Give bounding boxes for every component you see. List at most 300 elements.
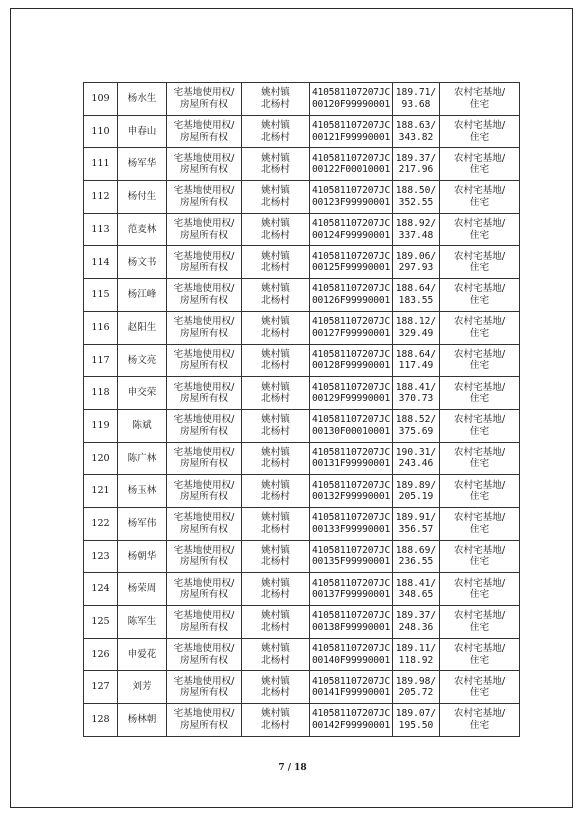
area-cell-line-1: 189.37/ [395,152,437,164]
parcel-code-cell-line-2: 00124F99990001 [311,229,391,241]
land-use-cell [440,442,520,475]
right-type-cell-line-1: 宅基地使用权/ [173,185,235,197]
location-cell-line-2: 北杨村 [261,589,290,601]
owner-name-cell: 杨林朝 [118,704,167,737]
location-cell [242,606,310,639]
land-use-cell-line-2: 住宅 [469,621,490,633]
area-cell-line-1: 188.69/ [395,544,437,556]
location-cell-line-2: 北杨村 [261,131,290,143]
area-cell-line-1: 188.92/ [395,218,437,230]
owner-name-cell: 杨水生 [118,83,167,116]
right-type-cell-line-1: 宅基地使用权/ [173,675,235,687]
owner-name-cell: 赵阳生 [118,311,167,344]
right-type-cell [167,279,242,312]
land-use-cell-line-1: 农村宅基地/ [453,675,506,687]
location-cell-line-1: 姚村镇 [261,643,290,655]
owner-name-cell: 杨文亮 [118,344,167,377]
parcel-code-cell [310,704,393,737]
right-type-cell [167,442,242,475]
land-use-cell-line-1: 农村宅基地/ [453,414,506,426]
right-type-cell-line-1: 宅基地使用权/ [173,544,235,556]
parcel-code-cell [310,148,393,181]
right-type-cell [167,475,242,508]
area-cell-line-2: 329.49 [398,327,434,339]
area-cell-line-2: 118.92 [398,654,434,666]
location-cell [242,377,310,410]
parcel-code-cell-line-1: 410581107207JC [311,414,391,426]
right-type-cell-line-1: 宅基地使用权/ [173,120,235,132]
land-use-cell-line-2: 住宅 [469,719,490,731]
area-cell-line-2: 248.36 [398,621,434,633]
parcel-code-cell-line-2: 00120F99990001 [311,98,391,110]
table-row [84,475,520,508]
land-use-cell [440,213,520,246]
location-cell [242,409,310,442]
right-type-cell-line-2: 房屋所有权 [180,523,228,535]
parcel-code-cell-line-2: 00125F99990001 [311,262,391,274]
area-cell [393,148,440,181]
land-use-cell-line-2: 住宅 [469,654,490,666]
table-row [84,671,520,704]
land-use-cell [440,311,520,344]
right-type-cell [167,181,242,214]
land-use-cell [440,377,520,410]
right-type-cell-line-2: 房屋所有权 [180,491,228,503]
location-cell-line-1: 姚村镇 [261,544,290,556]
right-type-cell [167,377,242,410]
owner-name-cell: 申春山 [118,115,167,148]
land-use-cell-line-1: 农村宅基地/ [453,610,506,622]
table-row [84,409,520,442]
parcel-code-cell-line-2: 00127F99990001 [311,327,391,339]
parcel-code-cell-line-1: 410581107207JC [311,708,391,720]
area-cell-line-2: 343.82 [398,131,434,143]
owner-name-cell: 杨江峰 [118,279,167,312]
area-cell [393,573,440,606]
land-use-cell [440,540,520,573]
parcel-code-cell-line-1: 410581107207JC [311,381,391,393]
right-type-cell [167,573,242,606]
area-cell-line-1: 188.41/ [395,577,437,589]
location-cell [242,573,310,606]
right-type-cell-line-2: 房屋所有权 [180,719,228,731]
parcel-code-cell-line-2: 00123F99990001 [311,196,391,208]
right-type-cell-line-2: 房屋所有权 [180,654,228,666]
parcel-code-cell-line-2: 00135F99990001 [311,556,391,568]
parcel-code-cell-line-1: 410581107207JC [311,316,391,328]
records-table [83,82,520,737]
parcel-code-cell-line-1: 410581107207JC [311,250,391,262]
parcel-code-cell-line-1: 410581107207JC [311,446,391,458]
land-use-cell-line-1: 农村宅基地/ [453,152,506,164]
location-cell-line-2: 北杨村 [261,294,290,306]
area-cell [393,540,440,573]
area-cell-line-1: 189.37/ [395,610,437,622]
area-cell-line-1: 189.07/ [395,708,437,720]
location-cell-line-1: 姚村镇 [261,381,290,393]
area-cell [393,344,440,377]
parcel-code-cell-line-1: 410581107207JC [311,152,391,164]
area-cell-line-2: 356.57 [398,523,434,535]
land-use-cell-line-1: 农村宅基地/ [453,479,506,491]
row-number-cell: 119 [84,409,118,442]
location-cell-line-1: 姚村镇 [261,218,290,230]
parcel-code-cell-line-1: 410581107207JC [311,218,391,230]
right-type-cell-line-1: 宅基地使用权/ [173,250,235,262]
location-cell-line-1: 姚村镇 [261,708,290,720]
land-use-cell-line-2: 住宅 [469,687,490,699]
area-cell [393,475,440,508]
right-type-cell [167,115,242,148]
table-row [84,246,520,279]
right-type-cell [167,671,242,704]
location-cell-line-1: 姚村镇 [261,185,290,197]
right-type-cell [167,540,242,573]
table-row [84,573,520,606]
land-use-cell-line-2: 住宅 [469,425,490,437]
parcel-code-cell [310,671,393,704]
row-number-cell: 127 [84,671,118,704]
owner-name-cell: 杨荣周 [118,573,167,606]
area-cell-line-2: 337.48 [398,229,434,241]
land-use-cell [440,606,520,639]
land-use-cell-line-1: 农村宅基地/ [453,250,506,262]
location-cell-line-2: 北杨村 [261,654,290,666]
land-use-cell-line-1: 农村宅基地/ [453,381,506,393]
location-cell [242,246,310,279]
right-type-cell-line-2: 房屋所有权 [180,687,228,699]
right-type-cell-line-2: 房屋所有权 [180,458,228,470]
location-cell [242,507,310,540]
land-use-cell [440,115,520,148]
row-number-cell: 124 [84,573,118,606]
parcel-code-cell [310,638,393,671]
row-number-cell: 120 [84,442,118,475]
land-use-cell [440,148,520,181]
area-cell [393,704,440,737]
owner-name-cell: 杨玉林 [118,475,167,508]
owner-name-cell: 范麦林 [118,213,167,246]
right-type-cell-line-2: 房屋所有权 [180,294,228,306]
location-cell-line-2: 北杨村 [261,262,290,274]
right-type-cell [167,311,242,344]
land-use-cell [440,573,520,606]
land-use-cell-line-2: 住宅 [469,491,490,503]
land-use-cell-line-1: 农村宅基地/ [453,446,506,458]
area-cell-line-1: 188.50/ [395,185,437,197]
parcel-code-cell-line-2: 00126F99990001 [311,294,391,306]
parcel-code-cell [310,606,393,639]
right-type-cell-line-2: 房屋所有权 [180,131,228,143]
owner-name-cell: 杨军伟 [118,507,167,540]
land-use-cell [440,704,520,737]
land-use-cell [440,344,520,377]
owner-name-cell: 杨军华 [118,148,167,181]
parcel-code-cell-line-1: 410581107207JC [311,675,391,687]
parcel-code-cell [310,279,393,312]
right-type-cell [167,704,242,737]
parcel-code-cell [310,475,393,508]
right-type-cell-line-1: 宅基地使用权/ [173,479,235,491]
table-row [84,83,520,116]
land-use-cell-line-1: 农村宅基地/ [453,316,506,328]
row-number-cell: 117 [84,344,118,377]
area-cell [393,115,440,148]
land-use-cell-line-1: 农村宅基地/ [453,643,506,655]
right-type-cell-line-2: 房屋所有权 [180,196,228,208]
right-type-cell-line-1: 宅基地使用权/ [173,446,235,458]
owner-name-cell: 申交荣 [118,377,167,410]
right-type-cell-line-2: 房屋所有权 [180,425,228,437]
parcel-code-cell-line-2: 00137F99990001 [311,589,391,601]
location-cell-line-2: 北杨村 [261,327,290,339]
parcel-code-cell [310,246,393,279]
area-cell-line-2: 375.69 [398,425,434,437]
area-cell-line-2: 205.19 [398,491,434,503]
right-type-cell [167,638,242,671]
parcel-code-cell [310,83,393,116]
land-use-cell [440,279,520,312]
land-use-cell-line-1: 农村宅基地/ [453,218,506,230]
location-cell [242,148,310,181]
area-cell [393,279,440,312]
right-type-cell-line-1: 宅基地使用权/ [173,218,235,230]
row-number-cell: 122 [84,507,118,540]
parcel-code-cell-line-2: 00128F99990001 [311,360,391,372]
right-type-cell [167,344,242,377]
right-type-cell-line-2: 房屋所有权 [180,98,228,110]
area-cell-line-1: 189.91/ [395,512,437,524]
location-cell-line-1: 姚村镇 [261,152,290,164]
parcel-code-cell [310,540,393,573]
right-type-cell-line-2: 房屋所有权 [180,360,228,372]
area-cell-line-1: 188.64/ [395,348,437,360]
right-type-cell-line-2: 房屋所有权 [180,164,228,176]
row-number-cell: 115 [84,279,118,312]
table-row [84,181,520,214]
area-cell-line-1: 189.71/ [395,87,437,99]
area-cell-line-1: 188.64/ [395,283,437,295]
owner-name-cell: 申爱花 [118,638,167,671]
right-type-cell-line-1: 宅基地使用权/ [173,643,235,655]
area-cell-line-2: 243.46 [398,458,434,470]
area-cell-line-2: 297.93 [398,262,434,274]
land-use-cell-line-2: 住宅 [469,523,490,535]
right-type-cell [167,246,242,279]
right-type-cell-line-1: 宅基地使用权/ [173,577,235,589]
land-use-cell-line-1: 农村宅基地/ [453,708,506,720]
parcel-code-cell-line-1: 410581107207JC [311,185,391,197]
owner-name-cell: 陈军生 [118,606,167,639]
right-type-cell-line-2: 房屋所有权 [180,556,228,568]
land-use-cell [440,83,520,116]
land-use-cell [440,475,520,508]
land-use-cell [440,507,520,540]
table-row [84,704,520,737]
land-use-cell-line-2: 住宅 [469,98,490,110]
parcel-code-cell-line-1: 410581107207JC [311,643,391,655]
location-cell [242,442,310,475]
land-use-cell-line-1: 农村宅基地/ [453,283,506,295]
row-number-cell: 113 [84,213,118,246]
land-use-cell-line-2: 住宅 [469,360,490,372]
location-cell-line-2: 北杨村 [261,621,290,633]
table-row [84,638,520,671]
land-use-cell-line-1: 农村宅基地/ [453,348,506,360]
table-row [84,311,520,344]
row-number-cell: 125 [84,606,118,639]
parcel-code-cell-line-1: 410581107207JC [311,610,391,622]
location-cell-line-1: 姚村镇 [261,283,290,295]
location-cell-line-1: 姚村镇 [261,348,290,360]
parcel-code-cell-line-1: 410581107207JC [311,544,391,556]
parcel-code-cell-line-2: 00129F99990001 [311,393,391,405]
area-cell-line-1: 189.89/ [395,479,437,491]
table-row [84,606,520,639]
parcel-code-cell-line-1: 410581107207JC [311,120,391,132]
area-cell [393,213,440,246]
parcel-code-cell-line-1: 410581107207JC [311,87,391,99]
location-cell-line-2: 北杨村 [261,687,290,699]
right-type-cell [167,409,242,442]
land-use-cell-line-2: 住宅 [469,393,490,405]
location-cell-line-2: 北杨村 [261,164,290,176]
location-cell-line-1: 姚村镇 [261,577,290,589]
land-use-cell-line-1: 农村宅基地/ [453,87,506,99]
parcel-code-cell-line-1: 410581107207JC [311,479,391,491]
location-cell-line-1: 姚村镇 [261,250,290,262]
location-cell [242,181,310,214]
right-type-cell-line-2: 房屋所有权 [180,327,228,339]
area-cell-line-2: 217.96 [398,164,434,176]
table-row [84,344,520,377]
right-type-cell [167,83,242,116]
owner-name-cell: 杨文书 [118,246,167,279]
location-cell [242,704,310,737]
right-type-cell [167,507,242,540]
area-cell-line-2: 236.55 [398,556,434,568]
right-type-cell-line-1: 宅基地使用权/ [173,414,235,426]
parcel-code-cell [310,377,393,410]
right-type-cell-line-2: 房屋所有权 [180,589,228,601]
right-type-cell-line-2: 房屋所有权 [180,262,228,274]
right-type-cell-line-1: 宅基地使用权/ [173,348,235,360]
records-table-body [84,83,520,737]
location-cell-line-1: 姚村镇 [261,610,290,622]
location-cell-line-2: 北杨村 [261,393,290,405]
area-cell-line-1: 188.41/ [395,381,437,393]
row-number-cell: 126 [84,638,118,671]
right-type-cell-line-2: 房屋所有权 [180,393,228,405]
parcel-code-cell-line-2: 00133F99990001 [311,523,391,535]
area-cell-line-2: 348.65 [398,589,434,601]
parcel-code-cell-line-1: 410581107207JC [311,577,391,589]
parcel-code-cell [310,344,393,377]
location-cell [242,115,310,148]
location-cell-line-2: 北杨村 [261,425,290,437]
table-row [84,507,520,540]
location-cell-line-1: 姚村镇 [261,87,290,99]
owner-name-cell: 刘芳 [118,671,167,704]
land-use-cell-line-2: 住宅 [469,589,490,601]
location-cell-line-2: 北杨村 [261,229,290,241]
row-number-cell: 121 [84,475,118,508]
location-cell-line-2: 北杨村 [261,719,290,731]
parcel-code-cell-line-2: 00142F99990001 [311,719,391,731]
owner-name-cell: 陈斌 [118,409,167,442]
location-cell [242,475,310,508]
area-cell [393,181,440,214]
parcel-code-cell [310,115,393,148]
area-cell-line-2: 117.49 [398,360,434,372]
land-use-cell [440,671,520,704]
right-type-cell-line-1: 宅基地使用权/ [173,87,235,99]
location-cell [242,671,310,704]
right-type-cell-line-1: 宅基地使用权/ [173,381,235,393]
location-cell-line-2: 北杨村 [261,458,290,470]
owner-name-cell: 陈广林 [118,442,167,475]
parcel-code-cell-line-1: 410581107207JC [311,512,391,524]
row-number-cell: 118 [84,377,118,410]
right-type-cell-line-1: 宅基地使用权/ [173,152,235,164]
land-use-cell-line-1: 农村宅基地/ [453,512,506,524]
right-type-cell-line-2: 房屋所有权 [180,621,228,633]
owner-name-cell: 杨朝华 [118,540,167,573]
parcel-code-cell [310,507,393,540]
right-type-cell-line-1: 宅基地使用权/ [173,316,235,328]
land-use-cell-line-2: 住宅 [469,327,490,339]
table-row [84,148,520,181]
table-row [84,115,520,148]
area-cell-line-1: 188.12/ [395,316,437,328]
area-cell [393,507,440,540]
parcel-code-cell [310,213,393,246]
land-use-cell [440,246,520,279]
row-number-cell: 110 [84,115,118,148]
right-type-cell [167,148,242,181]
location-cell-line-1: 姚村镇 [261,414,290,426]
area-cell-line-2: 352.55 [398,196,434,208]
parcel-code-cell-line-1: 410581107207JC [311,348,391,360]
area-cell-line-2: 370.73 [398,393,434,405]
parcel-code-cell-line-2: 00141F99990001 [311,687,391,699]
area-cell-line-1: 188.52/ [395,414,437,426]
location-cell-line-2: 北杨村 [261,523,290,535]
page-number: 7 / 18 [278,763,307,773]
area-cell [393,311,440,344]
location-cell-line-2: 北杨村 [261,556,290,568]
location-cell-line-1: 姚村镇 [261,316,290,328]
land-use-cell-line-2: 住宅 [469,262,490,274]
land-use-cell-line-2: 住宅 [469,556,490,568]
location-cell-line-2: 北杨村 [261,98,290,110]
location-cell [242,344,310,377]
area-cell-line-1: 189.06/ [395,250,437,262]
row-number-cell: 116 [84,311,118,344]
area-cell [393,606,440,639]
table-row [84,279,520,312]
parcel-code-cell [310,181,393,214]
row-number-cell: 111 [84,148,118,181]
location-cell [242,638,310,671]
location-cell-line-1: 姚村镇 [261,446,290,458]
location-cell [242,279,310,312]
area-cell-line-2: 93.68 [401,98,431,110]
area-cell-line-1: 189.11/ [395,643,437,655]
row-number-cell: 109 [84,83,118,116]
right-type-cell-line-1: 宅基地使用权/ [173,512,235,524]
area-cell [393,83,440,116]
